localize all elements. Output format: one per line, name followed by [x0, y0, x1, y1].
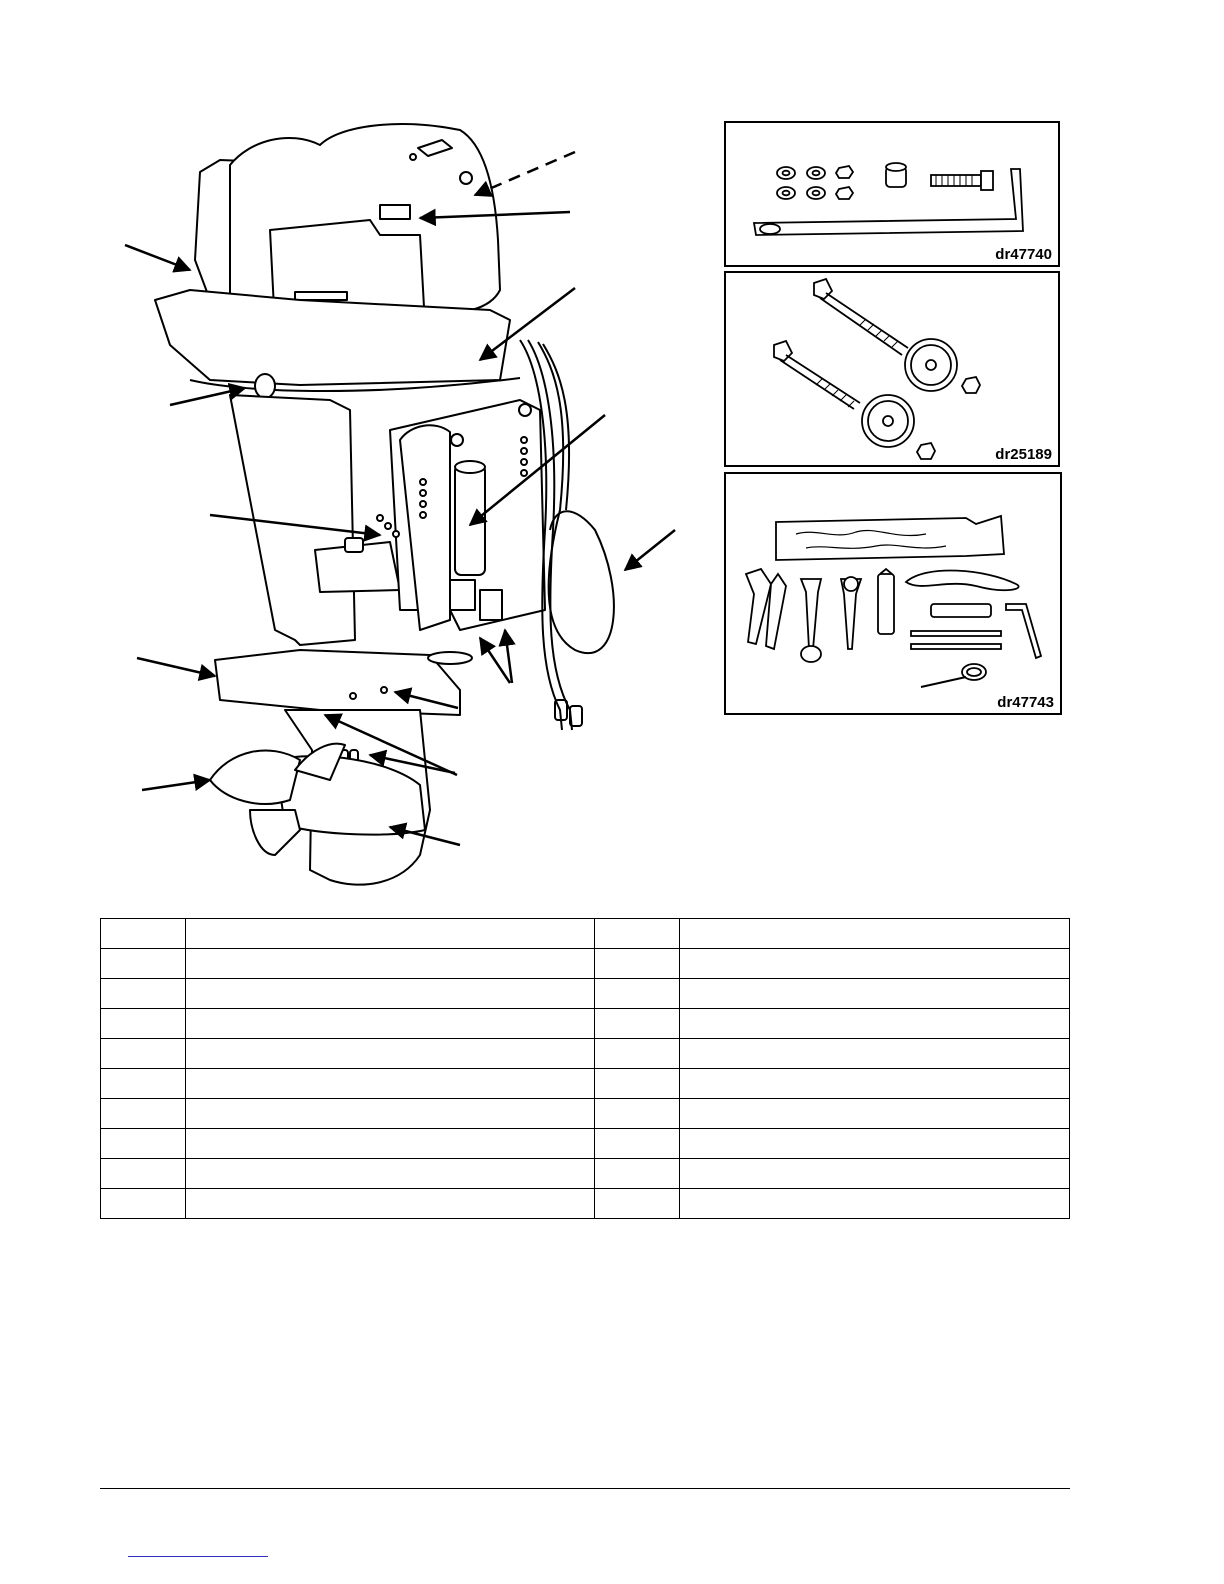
table-cell	[595, 1069, 680, 1099]
panel-id-dr47743: dr47743	[997, 694, 1054, 711]
table-row	[101, 1129, 1070, 1159]
table-cell	[186, 919, 595, 949]
table-cell	[595, 1189, 680, 1219]
footer-rule	[100, 1488, 1070, 1489]
table-row	[101, 1009, 1070, 1039]
tool-kit-drawing	[726, 474, 1060, 713]
table-cell	[101, 979, 186, 1009]
table-cell	[186, 979, 595, 1009]
table-row	[101, 949, 1070, 979]
hardware-kit-panel	[724, 121, 1060, 267]
table-row	[101, 1069, 1070, 1099]
table-cell	[680, 979, 1070, 1009]
table-cell	[595, 949, 680, 979]
table-cell	[595, 1099, 680, 1129]
parts-table	[100, 918, 1070, 1219]
panel-id-dr47740: dr47740	[995, 246, 1052, 263]
table-cell	[101, 1009, 186, 1039]
table-cell	[595, 979, 680, 1009]
table-cell	[101, 1159, 186, 1189]
outboard-motor-illustration	[100, 110, 700, 890]
table-cell	[186, 1039, 595, 1069]
table-row	[101, 1189, 1070, 1219]
footer-link-underline[interactable]	[128, 1556, 268, 1557]
table-row	[101, 1099, 1070, 1129]
table-cell	[680, 1039, 1070, 1069]
table-cell	[101, 1189, 186, 1219]
table-cell	[680, 919, 1070, 949]
table-cell	[595, 1009, 680, 1039]
bolts-washers-drawing	[726, 273, 1058, 465]
table-cell	[595, 1129, 680, 1159]
table-row	[101, 1159, 1070, 1189]
table-cell	[101, 949, 186, 979]
table-cell	[680, 1099, 1070, 1129]
table-cell	[186, 1129, 595, 1159]
table-row	[101, 919, 1070, 949]
table-cell	[680, 949, 1070, 979]
table-cell	[680, 1069, 1070, 1099]
tool-kit-panel	[724, 472, 1062, 715]
table-cell	[186, 949, 595, 979]
hardware-kit-drawing	[726, 123, 1058, 265]
table-cell	[595, 1159, 680, 1189]
table-cell	[186, 1009, 595, 1039]
table-cell	[680, 1189, 1070, 1219]
table-row	[101, 1039, 1070, 1069]
table-cell	[186, 1069, 595, 1099]
table-cell	[186, 1159, 595, 1189]
table-cell	[680, 1009, 1070, 1039]
table-cell	[680, 1129, 1070, 1159]
table-row	[101, 979, 1070, 1009]
table-cell	[680, 1159, 1070, 1189]
panel-id-dr25189: dr25189	[995, 446, 1052, 463]
table-cell	[101, 919, 186, 949]
table-cell	[595, 919, 680, 949]
table-cell	[101, 1069, 186, 1099]
bolts-washers-panel	[724, 271, 1060, 467]
table-cell	[101, 1099, 186, 1129]
table-cell	[595, 1039, 680, 1069]
table-cell	[101, 1129, 186, 1159]
table-cell	[186, 1099, 595, 1129]
table-cell	[101, 1039, 186, 1069]
table-cell	[186, 1189, 595, 1219]
